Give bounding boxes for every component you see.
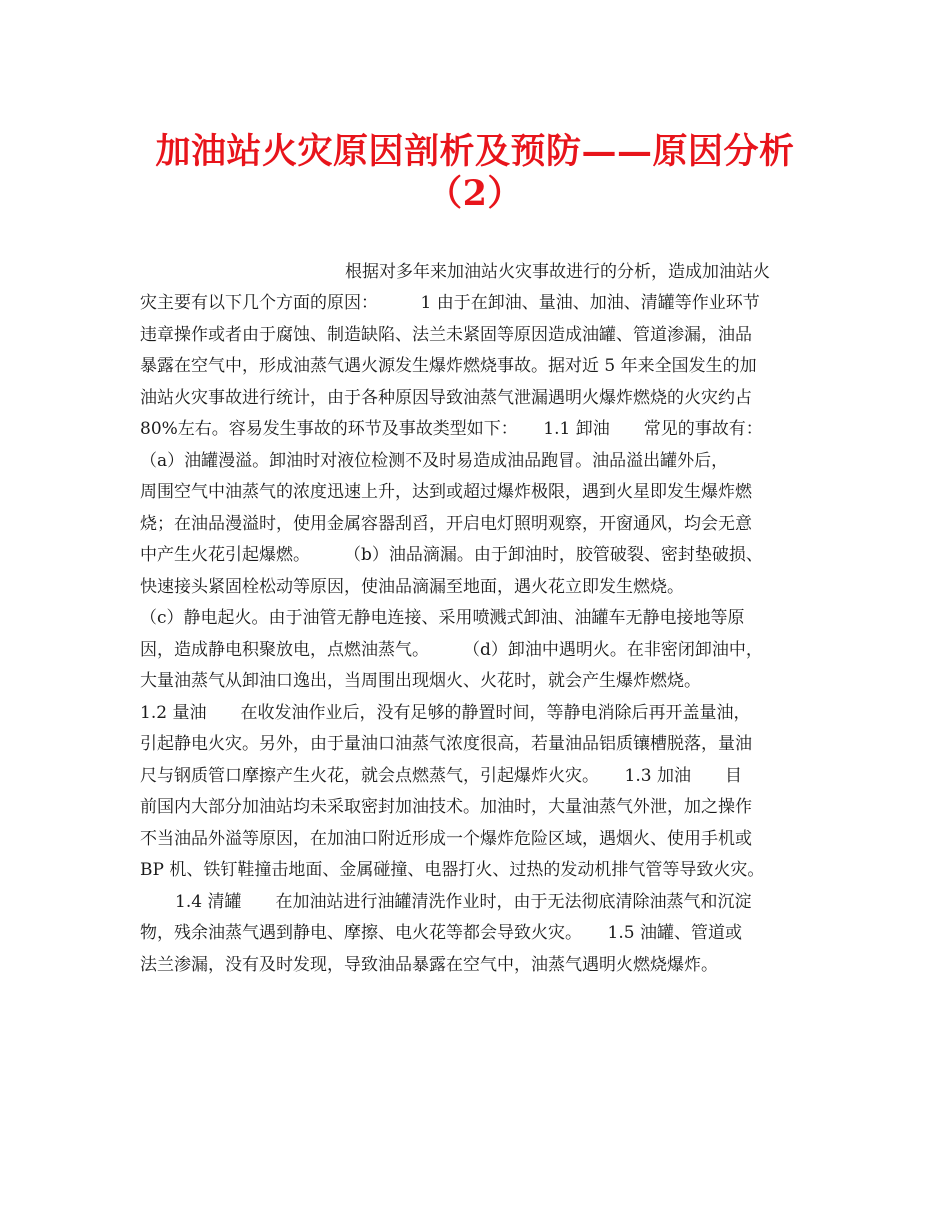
body-line: 大量油蒸气从卸油口逸出，当周围出现烟火、火花时，就会产生爆炸燃烧。 (140, 671, 701, 691)
body-line: 法兰渗漏，没有及时发现，导致油品暴露在空气中，油蒸气遇明火燃烧爆炸。 (140, 955, 718, 975)
body-line: 不当油品外溢等原因，在加油口附近形成一个爆炸危险区域，遇烟火、使用手机或 (140, 829, 752, 849)
document-title-line-2: （2） (427, 173, 523, 214)
body-line: 根据对多年来加油站火灾事故进行的分析，造成加油站火 (345, 262, 770, 282)
body-line: 油站火灾事故进行统计，由于各种原因导致油蒸气泄漏遇明火爆炸燃烧的火灾约占 (140, 388, 752, 408)
body-line: 引起静电火灾。另外，由于量油口油蒸气浓度很高，若量油品铝质镶槽脱落，量油 (140, 734, 752, 754)
body-line: 80%左右。容易发生事故的环节及事故类型如下： 1.1 卸油 常见的事故有： (140, 419, 763, 439)
body-line: 灾主要有以下几个方面的原因： 1 由于在卸油、量油、加油、清罐等作业环节 (140, 293, 760, 313)
body-line: 快速接头紧固栓松动等原因，使油品滴漏至地面，遇火花立即发生燃烧。 (140, 577, 684, 597)
body-line: 前国内大部分加油站均未采取密封加油技术。加油时，大量油蒸气外泄，加之操作 (140, 797, 752, 817)
body-line: （c）静电起火。由于油管无静电连接、采用喷溅式卸油、油罐车无静电接地等原 (140, 608, 745, 628)
body-line: 1.4 清罐 在加油站进行油罐清洗作业时，由于无法彻底清除油蒸气和沉淀 (175, 892, 752, 912)
body-line: 中产生火花引起爆燃。 （b）油品滴漏。由于卸油时，胶管破裂、密封垫破损、 (140, 545, 763, 565)
body-line: 物，残余油蒸气遇到静电、摩擦、电火花等都会导致火灾。 1.5 油罐、管道或 (140, 923, 742, 943)
body-line: 因，造成静电积聚放电，点燃油蒸气。 （d）卸油中遇明火。在非密闭卸油中， (140, 640, 763, 660)
document-title-line-1: 加油站火灾原因剖析及预防——原因分析 (155, 131, 795, 172)
body-line: （a）油罐漫溢。卸油时对液位检测不及时易造成油品跑冒。油品溢出罐外后， (140, 451, 729, 471)
body-line: 尺与钢质管口摩擦产生火花，就会点燃蒸气，引起爆炸火灾。 1.3 加油 目 (140, 766, 742, 786)
body-line: 烧；在油品漫溢时，使用金属容器刮舀，开启电灯照明观察，开窗通风，均会无意 (140, 514, 752, 534)
body-line: 违章操作或者由于腐蚀、制造缺陷、法兰未紧固等原因造成油罐、管道渗漏，油品 (140, 325, 752, 345)
body-line: 1.2 量油 在收发油作业后，没有足够的静置时间，等静电消除后再开盖量油， (140, 703, 751, 723)
body-line: BP 机、铁钉鞋撞击地面、金属碰撞、电器打火、过热的发动机排气管等导致火灾。 (140, 860, 765, 880)
body-line: 周围空气中油蒸气的浓度迅速上升，达到或超过爆炸极限，遇到火星即发生爆炸燃 (140, 482, 752, 502)
body-line: 暴露在空气中，形成油蒸气遇火源发生爆炸燃烧事故。据对近 5 年来全国发生的加 (140, 356, 757, 376)
